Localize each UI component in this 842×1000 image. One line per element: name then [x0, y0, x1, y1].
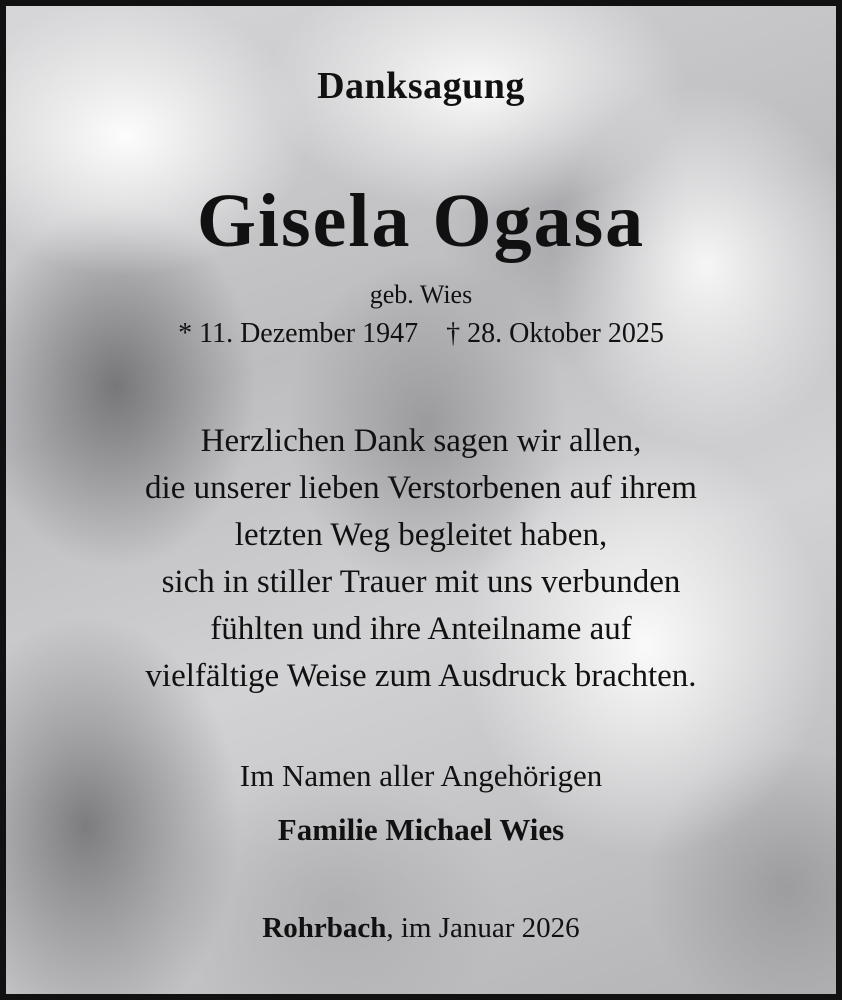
birth-name: geb. Wies — [369, 280, 473, 309]
notice-heading: Danksagung — [317, 65, 525, 107]
message-line: letzten Weg begleitet haben, — [234, 517, 608, 553]
place-and-date — [6, 912, 836, 945]
message-line: fühlten und ihre Anteilname auf — [210, 611, 632, 647]
deceased-name: Gisela Ogasa — [196, 179, 646, 263]
birth-date: * 11. Dezember 1947 — [178, 318, 419, 349]
message-line: sich in stiller Trauer mit uns verbunden — [161, 564, 681, 600]
message-line: vielfältige Weise zum Ausdruck brachten. — [145, 658, 697, 694]
death-date: † 28. Oktober 2025 — [446, 318, 664, 349]
message-line: Herzlichen Dank sagen wir allen, — [200, 423, 642, 459]
message-line: die unserer lieben Verstorbenen auf ihrem — [145, 470, 697, 506]
family-signature: Familie Michael Wies — [277, 812, 565, 847]
thank-you-message — [6, 418, 836, 700]
life-dates — [6, 318, 836, 350]
place-name: Rohrbach — [262, 912, 387, 944]
closing-line: Im Namen aller Angehörigen — [239, 758, 603, 793]
date-text: , im Januar 2026 — [386, 912, 580, 944]
